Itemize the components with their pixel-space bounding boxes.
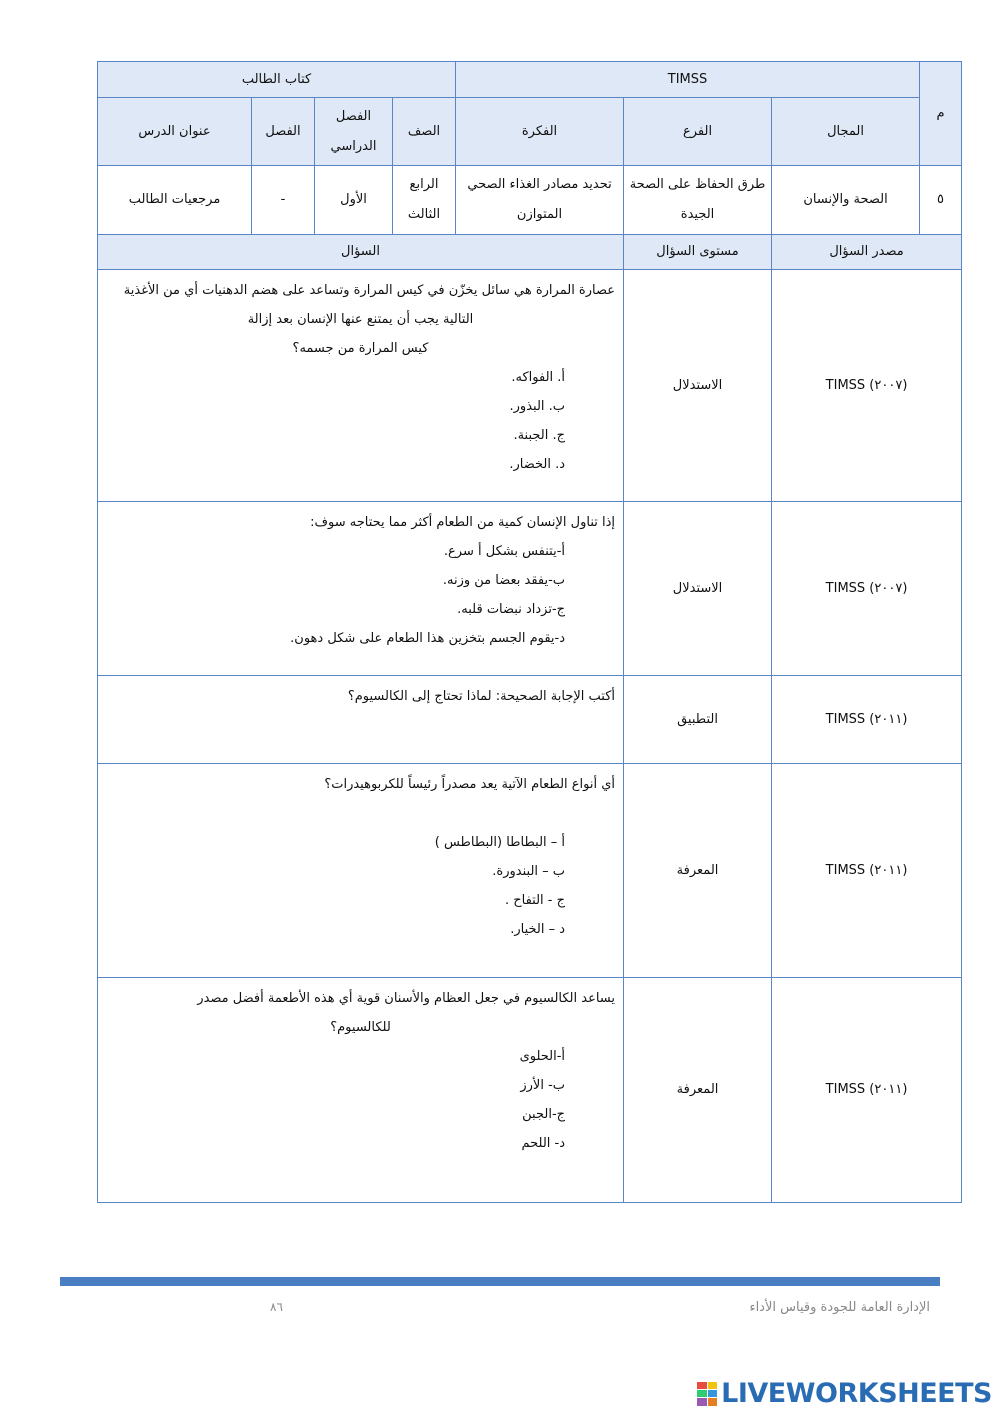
logo-tile xyxy=(708,1382,718,1389)
question-text-cell xyxy=(98,502,624,676)
answer-option[interactable]: ج-الجبن xyxy=(522,1107,566,1122)
grade-header: الصف xyxy=(393,98,456,166)
page-number: ٨٦ xyxy=(270,1300,283,1314)
logo-tile xyxy=(697,1390,707,1397)
info-m: ٥ xyxy=(920,166,962,235)
liveworksheets-brand xyxy=(697,1378,992,1409)
answer-option[interactable]: د-يقوم الجسم بتخزين هذا الطعام على شكل دهون. xyxy=(290,631,566,646)
info-domain: الصحة والإنسان xyxy=(772,166,920,235)
answer-option[interactable]: أ-يتنفس بشكل أ سرع. xyxy=(443,544,566,559)
answer-option[interactable]: ج-تزداد نبضات قلبه. xyxy=(457,602,566,617)
answer-option[interactable]: ج - التفاح . xyxy=(504,893,566,908)
info-row xyxy=(98,166,962,235)
lesson-header: عنوان الدرس xyxy=(98,98,252,166)
brand-name: LIVEWORKSHEETS xyxy=(721,1378,992,1409)
answer-option[interactable]: ج. الجبنة. xyxy=(513,428,566,443)
curriculum-table xyxy=(97,61,962,1203)
question-level: الاستدلال xyxy=(624,270,772,502)
question-text-cell xyxy=(98,764,624,978)
question-row xyxy=(98,978,962,1203)
question-source: TIMSS (٢٠١١) xyxy=(772,978,962,1203)
answer-option[interactable]: د – الخيار. xyxy=(510,922,566,937)
timss-group-header: TIMSS xyxy=(456,62,920,98)
question-level: الاستدلال xyxy=(624,502,772,676)
info-chapter: - xyxy=(252,166,315,235)
info-grade: الرابع الثالث xyxy=(393,166,456,235)
domain-header: المجال xyxy=(772,98,920,166)
answer-option[interactable]: ب – البندورة. xyxy=(492,864,566,879)
question-text-line: إذا تناول الإنسان كمية من الطعام أكثر مما يحتاجه سوف: xyxy=(310,515,616,530)
m-header: م xyxy=(920,62,962,166)
question-text-line: التالية يجب أن يمتنع عنها الإنسان بعد إزالة xyxy=(247,312,474,327)
question-row xyxy=(98,764,962,978)
question-text-line: يساعد الكالسيوم في جعل العظام والأسنان قوية أي هذه الأطعمة أفضل مصدر xyxy=(197,991,616,1006)
answer-option[interactable]: ب- الأرز xyxy=(520,1078,566,1093)
question-row xyxy=(98,270,962,502)
chapter-header: الفصل xyxy=(252,98,315,166)
logo-tile xyxy=(708,1398,718,1405)
answer-option[interactable]: د. الخضار. xyxy=(509,457,566,472)
question-level: المعرفة xyxy=(624,978,772,1203)
question-text-line: أي أنواع الطعام الآتية يعد مصدراً رئيساً للكربوهيدرات؟ xyxy=(324,777,616,792)
footer-org: الإدارة العامة للجودة وقياس الأداء xyxy=(749,1300,930,1315)
info-branch: طرق الحفاظ على الصحة الجيدة xyxy=(624,166,772,235)
answer-option[interactable]: أ. الفواكه. xyxy=(511,370,566,385)
question-text-line: أكتب الإجابة الصحيحة: لماذا تحتاج إلى الكالسيوم؟ xyxy=(347,689,616,704)
answer-option[interactable]: أ-الحلوى xyxy=(519,1049,566,1064)
footer-bar xyxy=(60,1277,940,1286)
source-header: مصدر السؤال xyxy=(772,235,962,270)
logo-tile xyxy=(708,1390,718,1397)
branch-header: الفرع xyxy=(624,98,772,166)
question-text-line xyxy=(106,799,615,828)
answer-option[interactable]: ب. البذور. xyxy=(509,399,566,414)
question-text-line: للكالسيوم؟ xyxy=(330,1020,391,1035)
question-text-cell xyxy=(98,676,624,764)
question-source: TIMSS (٢٠٠٧) xyxy=(772,270,962,502)
liveworksheets-logo-icon xyxy=(697,1382,717,1406)
question-source: TIMSS (٢٠١١) xyxy=(772,764,962,978)
answer-option[interactable]: ب-يفقد بعضا من وزنه. xyxy=(442,573,566,588)
answer-option[interactable]: أ – البطاطا (البطاطس ) xyxy=(434,835,566,850)
question-text-cell xyxy=(98,978,624,1203)
info-idea: تحديد مصادر الغذاء الصحي المتوازن xyxy=(456,166,624,235)
info-term: الأول xyxy=(315,166,393,235)
info-lesson: مرجعيات الطالب xyxy=(98,166,252,235)
question-text-line: عصارة المرارة هي سائل يخزّن في كيس المرارة وتساعد على هضم الدهنيات أي من الأغذية xyxy=(123,283,616,298)
logo-tile xyxy=(697,1398,707,1405)
question-row xyxy=(98,676,962,764)
level-header: مستوى السؤال xyxy=(624,235,772,270)
idea-header: الفكرة xyxy=(456,98,624,166)
document-sheet xyxy=(97,61,945,1203)
student-book-group-header: كتاب الطالب xyxy=(98,62,456,98)
question-header: السؤال xyxy=(98,235,624,270)
question-source: TIMSS (٢٠١١) xyxy=(772,676,962,764)
question-text-cell xyxy=(98,270,624,502)
question-level: المعرفة xyxy=(624,764,772,978)
question-level: التطبيق xyxy=(624,676,772,764)
answer-option[interactable]: د- اللحم xyxy=(521,1136,566,1151)
questions-body xyxy=(98,270,962,1203)
question-text-line: كيس المرارة من جسمه؟ xyxy=(292,341,429,356)
question-row xyxy=(98,502,962,676)
logo-tile xyxy=(697,1382,707,1389)
question-source: TIMSS (٢٠٠٧) xyxy=(772,502,962,676)
term-header: الفصل الدراسي xyxy=(315,98,393,166)
